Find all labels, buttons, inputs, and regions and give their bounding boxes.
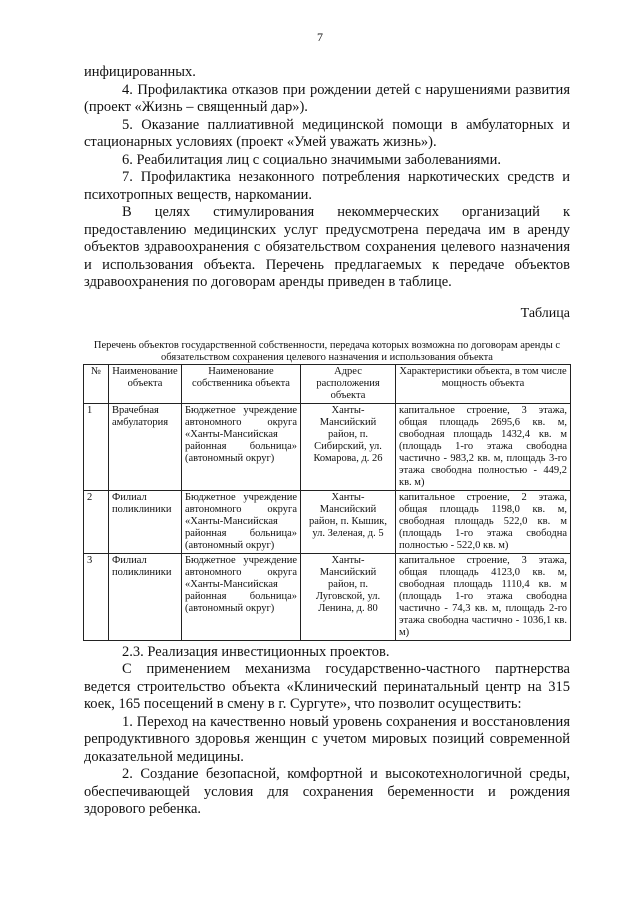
cell-owner: Бюджетное учреждение автономного округа «Ханты-Мансийская районная больница» (автономный округ) <box>182 553 301 640</box>
cell-address: Ханты-Мансийский район, п. Сибирский, ул. Комарова, д. 26 <box>301 403 396 490</box>
table-row <box>84 403 571 490</box>
cell-number: 1 <box>84 403 109 490</box>
cell-name: Филиал поликлиники <box>109 490 182 553</box>
table-row <box>84 490 571 553</box>
page-content <box>84 64 570 819</box>
cell-characteristics: капитальное строение, 3 этажа, общая площадь 4123,0 кв. м, свободная площадь 1110,4 кв. м (площадь 1-го этажа свободна частично - 74,3 кв. м, площадь 2-го этажа свободна частично - 1036,1 кв. м) <box>396 553 571 640</box>
paragraph: 2. Создание безопасной, комфортной и высокотехнологичной среды, обеспечивающей условия для сохранения беременности и рождения здорового ребенка. <box>84 766 570 817</box>
cell-owner: Бюджетное учреждение автономного округа «Ханты-Мансийская районная больница» (автономный округ) <box>182 490 301 553</box>
paragraph: 1. Переход на качественно новый уровень сохранения и восстановления репродуктивного здоровья женщин с учетом мировых позиций современной доказательной медицины. <box>84 713 570 765</box>
paragraph: В целях стимулирования некоммерческих организаций к предоставлению медицинских услуг предусмотрена передача им в аренду объектов здравоохранения с обязательством сохранения целевого назначения и использования объекта. Перечень предлагаемых к передаче объектов здравоохранения по договорам аренды приведен в таблице. <box>84 204 570 290</box>
cell-name: Филиал поликлиники <box>109 553 182 640</box>
cell-characteristics: капитальное строение, 2 этажа, общая площадь 1198,0 кв. м, свободная площадь 522,0 кв. м (площадь 1-го этажа свободна полностью - 522,0 кв. м) <box>396 490 571 553</box>
cell-address: Ханты-Мансийский район, п. Луговской, ул. Ленина, д. 80 <box>301 553 396 640</box>
cell-owner: Бюджетное учреждение автономного округа «Ханты-Мансийская районная больница» (автономный округ) <box>182 403 301 490</box>
paragraph: С применением механизма государственно-частного партнерства ведется строительство объекта «Клинический перинатальный центр на 315 коек, 165 посещений в смену в г. Сургуте», что позволит осуществить: <box>84 661 570 712</box>
column-header-owner: Наименование собственника объекта <box>182 364 301 403</box>
bottom-section <box>84 644 570 819</box>
objects-table <box>83 364 571 641</box>
cell-characteristics: капитальное строение, 3 этажа, общая площадь 2695,6 кв. м, свободная площадь 1432,4 кв. м (площадь 1-го этажа свободна частично - 983,2 кв. м, площадь 3-го этажа свободна полностью - 449,2 кв. м) <box>396 403 571 490</box>
column-header-number: № <box>84 364 109 403</box>
table-label: Таблица <box>520 305 570 321</box>
cell-number: 2 <box>84 490 109 553</box>
section-heading: 2.3. Реализация инвестиционных проектов. <box>122 643 390 660</box>
paragraph: инфицированных. <box>84 64 196 80</box>
table-row <box>84 553 571 640</box>
paragraph: 5. Оказание паллиативной медицинской помощи в амбулаторных и стационарных условиях (проект «Умей уважать жизнь»). <box>84 116 570 150</box>
paragraph: 7. Профилактика незаконного потребления наркотических средств и психотропных веществ, наркомании. <box>84 169 570 203</box>
column-header-address: Адрес расположения объекта <box>301 364 396 403</box>
column-header-characteristics: Характеристики объекта, в том числе мощность объекта <box>396 364 571 403</box>
table-caption: Перечень объектов государственной собственности, передача которых возможна по договорам аренды с обязательством сохранения целевого назначения и использования объекта <box>93 339 561 363</box>
cell-address: Ханты-Мансийский район, п. Кышик, ул. Зеленая, д. 5 <box>301 490 396 553</box>
table-header-row <box>84 364 571 403</box>
cell-number: 3 <box>84 553 109 640</box>
cell-name: Врачебная амбулатория <box>109 403 182 490</box>
column-header-name: Наименование объекта <box>109 364 182 403</box>
paragraph: 4. Профилактика отказов при рождении детей с нарушениями развития (проект «Жизнь – священный дар»). <box>84 81 570 115</box>
page-number: 7 <box>317 30 323 44</box>
paragraph: 6. Реабилитация лиц с социально значимыми заболеваниями. <box>122 151 501 168</box>
